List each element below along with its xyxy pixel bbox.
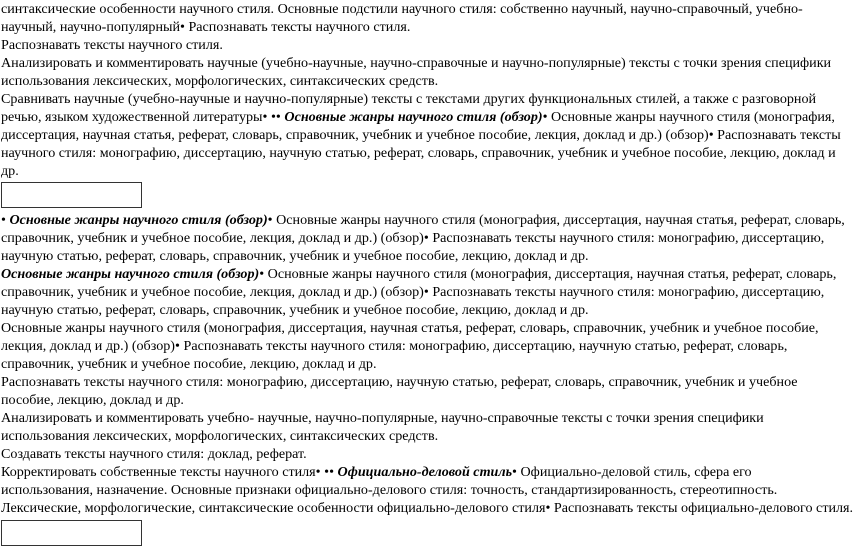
heading-genres: Основные жанры научного стиля (обзор) <box>284 109 543 125</box>
text-line: использования лексических, морфологических, синтаксических средств. <box>1 73 439 89</box>
bullet: • <box>267 212 273 228</box>
text-line: пособие, лекцию, доклад и др. <box>1 392 184 408</box>
bullet: • <box>175 338 180 354</box>
bullet: • <box>512 464 517 480</box>
text-line: Основные жанры научного стиля (монография, диссертация, научная статья, реферат, словарь, справочник, учебник и учебное пособие, <box>1 320 819 336</box>
text-line: справочник, учебник и учебное пособие, лекция, доклад и др.) (обзор)• Распознавать тексты научного стиля: монографию, диссертацию, <box>1 284 825 300</box>
document-body <box>1 0 853 546</box>
bullet: •• <box>324 464 335 480</box>
bullet: • <box>259 266 265 282</box>
bullet: • <box>708 127 714 143</box>
text-line: речью, языком художественной литературы• •• Основные жанры научного стиля (обзор)• Основные жанры научного стиля (монография, <box>1 109 835 125</box>
heading-official-style: Официально-деловой стиль <box>337 464 513 480</box>
text-line: научный, научно-популярный• Распознавать тексты научного стиля. <box>1 19 411 35</box>
text-line: использования лексических, морфологических, синтаксических средств. <box>1 428 439 444</box>
text-line: Сравнивать научные (учебно-научные и научно-популярные) тексты с текстами других функциональных стилей, а также с разговорной <box>1 91 817 107</box>
bullet: • <box>545 500 551 516</box>
bullet: •• <box>270 109 281 125</box>
bullet: • <box>423 230 429 246</box>
text-line: Создавать тексты научного стиля: доклад, реферат. <box>1 446 307 462</box>
text-line: справочник, учебник и учебное пособие, лекция, доклад и др.) (обзор)• Распознавать тексты научного стиля: монографию, диссертацию, <box>1 230 825 246</box>
text-line: синтаксические особенности научного стиля. Основные подстили научного стиля: собственно научный, научно-справочный, учебно- <box>1 1 803 17</box>
bullet: • <box>262 109 268 125</box>
bullet: • <box>180 19 185 35</box>
empty-box <box>1 520 142 546</box>
text-line: Распознавать тексты научного стиля. <box>1 37 223 53</box>
bullet: • <box>315 464 321 480</box>
text-line: научного стиля: монографию, диссертацию, научную статью, реферат, словарь, справочник, учебник и учебное пособие, лекцию, доклад и <box>1 145 836 161</box>
text-line: Корректировать собственные тексты научного стиля• •• Официально-деловой стиль• Официально-деловой стиль, сфера его <box>1 464 752 480</box>
bullet: • <box>1 212 6 228</box>
text-line: Лексические, морфологические, синтаксические особенности официально-делового стиля• Распознавать тексты официально-делового стиля. <box>1 500 853 516</box>
bullet: • <box>542 109 548 125</box>
bullet: • <box>423 284 429 300</box>
heading-genres: Основные жанры научного стиля (обзор) <box>1 266 260 282</box>
text-line: Анализировать и комментировать научные (учебно-научные, научно-справочные и научно-популярные) тексты с точки зрения специфики <box>1 55 832 71</box>
text-line: справочник, учебник и учебное пособие, лекцию, доклад и др. <box>1 356 377 372</box>
text-line: Основные жанры научного стиля (обзор)• Основные жанры научного стиля (монография, диссертация, научная статья, реферат, словарь, <box>1 266 837 282</box>
text-line: • Основные жанры научного стиля (обзор)• Основные жанры научного стиля (монография, диссертация, научная статья, реферат, словарь, <box>1 212 845 228</box>
text-line: Анализировать и комментировать учебно- научные, научно-популярные, научно-справочные тексты с точки зрения специфики <box>1 410 764 426</box>
heading-genres: Основные жанры научного стиля (обзор) <box>9 212 268 228</box>
text-line: лекция, доклад и др.) (обзор)• Распознавать тексты научного стиля: монографию, диссертацию, научную статью, реферат, словарь, <box>1 338 788 354</box>
text-line: использования, назначение. Основные признаки официально-делового стиля: точность, стандартизированность, стереотипность. <box>1 482 778 498</box>
empty-box <box>1 182 142 208</box>
text-line: диссертация, научная статья, реферат, словарь, справочник, учебник и учебное пособие, лекция, доклад и др.) (обзор)• Распознавать тексты <box>1 127 841 143</box>
text-line: научную статью, реферат, словарь, справочник, учебник и учебное пособие, лекцию, доклад и др. <box>1 248 589 264</box>
text-line: Распознавать тексты научного стиля: монографию, диссертацию, научную статью, реферат, словарь, справочник, учебник и учебное <box>1 374 798 390</box>
text-line: научную статью, реферат, словарь, справочник, учебник и учебное пособие, лекцию, доклад и др. <box>1 302 589 318</box>
text-line: др. <box>1 163 19 179</box>
